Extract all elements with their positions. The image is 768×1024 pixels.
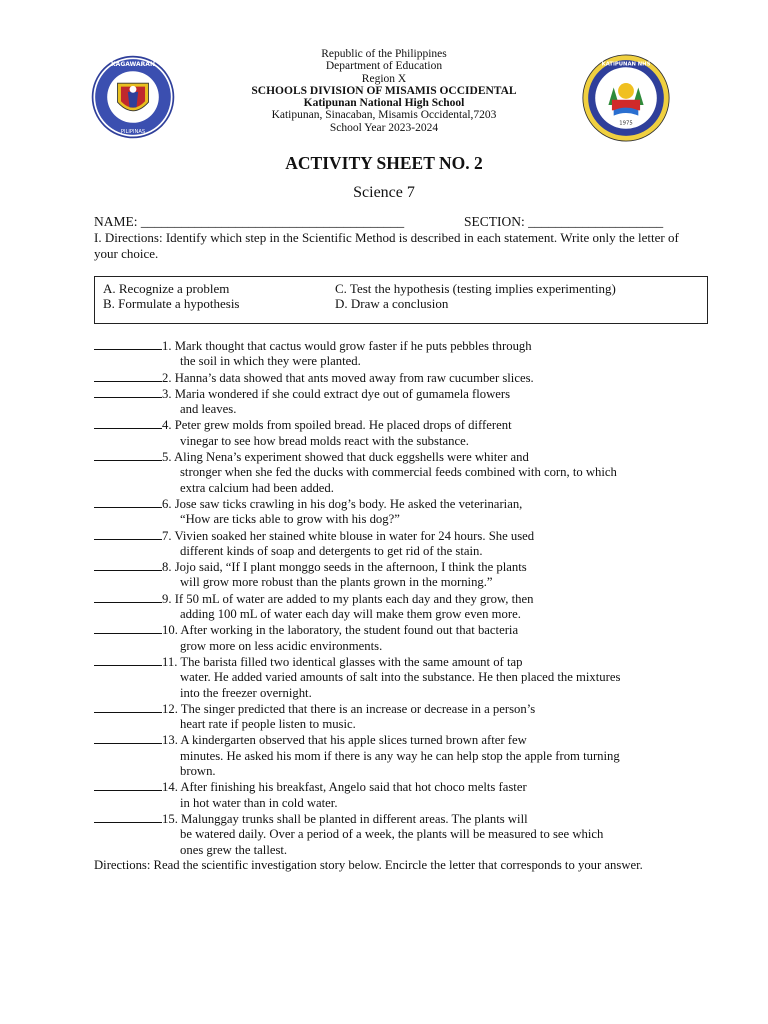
deped-seal-logo	[90, 54, 176, 140]
question-item	[94, 417, 694, 449]
question-number: 7.	[162, 528, 172, 543]
question-text-continued: into the freezer overnight.	[180, 685, 312, 700]
question-text-continued: ones grew the tallest.	[180, 842, 288, 857]
question-text-continued: “How are ticks able to grow with his dog?”	[180, 512, 400, 527]
question-text-continued: extra calcium had been added.	[180, 480, 334, 495]
header-region: Region X	[361, 72, 407, 85]
question-number: 1.	[162, 339, 172, 353]
choice-a: A. Recognize a problem	[103, 281, 230, 296]
directions-part-1: I. Directions: Identify which step in the Scientific Method is described in each statement. Write only the letter of your choice.	[94, 230, 679, 261]
question-text-continued: brown.	[180, 764, 216, 779]
answer-blank[interactable]	[94, 701, 162, 713]
svg-text:KATIPUNAN NHS: KATIPUNAN NHS	[601, 61, 651, 68]
seal-year: 1975	[619, 120, 633, 127]
answer-blank[interactable]	[94, 417, 162, 429]
school-header	[200, 48, 568, 134]
svg-text:PILIPINAS: PILIPINAS	[120, 129, 146, 136]
choice-c: C. Test the hypothesis (testing implies experimenting)	[335, 281, 616, 296]
header-school: Katipunan National High School	[303, 97, 465, 110]
question-number: 3.	[162, 386, 172, 401]
answer-blank[interactable]	[94, 779, 162, 791]
answer-blank[interactable]	[94, 449, 162, 461]
answer-blank[interactable]	[94, 811, 162, 823]
question-text-continued: heart rate if people listen to music.	[180, 717, 356, 732]
question-text-continued: will grow more robust than the plants grown in the morning.”	[180, 575, 493, 590]
name-field[interactable]: NAME: _______________________________________	[94, 214, 405, 229]
question-text: Jose saw ticks crawling in his dog’s body. He asked the veterinarian,	[171, 496, 523, 511]
question-text-continued: the soil in which they were planted.	[180, 354, 361, 369]
question-item	[94, 370, 694, 386]
question-text: Maria wondered if she could extract dye out of gumamela flowers	[171, 386, 511, 401]
question-text: Jojo said, “If I plant monggo seeds in the afternoon, I think the plants	[171, 560, 527, 575]
question-item	[94, 449, 694, 496]
question-item	[94, 528, 694, 560]
header-republic: Republic of the Philippines	[321, 48, 447, 60]
answer-blank[interactable]	[94, 496, 162, 508]
question-number: 12.	[162, 701, 178, 716]
directions-part-2: Directions: Read the scientific investigation story below. Encircle the letter that corresponds to your answer.	[94, 857, 643, 872]
header-address: Katipunan, Sinacaban, Misamis Occidental,7203	[271, 109, 497, 122]
answer-blank[interactable]	[94, 654, 162, 666]
question-text: If 50 mL of water are added to my plants each day and they grow, then	[171, 591, 534, 606]
question-text: The barista filled two identical glasses with the same amount of tap	[177, 654, 523, 669]
svg-text:KAGAWARAN: KAGAWARAN	[111, 61, 155, 69]
section-field[interactable]: SECTION: ____________________	[464, 214, 664, 229]
subject-title: Science 7	[353, 184, 415, 201]
answer-blank[interactable]	[94, 370, 162, 382]
question-number: 5.	[162, 450, 172, 465]
question-text-continued: different kinds of soap and detergents to get rid of the stain.	[180, 543, 483, 558]
question-text-continued: and leaves.	[180, 402, 237, 417]
choices-box	[94, 276, 708, 324]
answer-blank[interactable]	[94, 591, 162, 603]
question-item	[94, 701, 694, 733]
question-number: 14.	[162, 780, 178, 795]
question-item	[94, 559, 694, 591]
question-number: 9.	[162, 591, 172, 606]
question-text: Vivien soaked her stained white blouse in water for 24 hours. She used	[171, 528, 535, 543]
name-section-row	[94, 213, 684, 230]
header-school-year: School Year 2023-2024	[329, 121, 439, 134]
question-item	[94, 779, 694, 811]
question-item	[94, 386, 694, 418]
question-number: 13.	[162, 733, 178, 748]
school-seal-logo	[582, 54, 670, 142]
question-text-continued: in hot water than in cold water.	[180, 795, 338, 810]
question-text-continued: water. He added varied amounts of salt into the substance. He then placed the mixtures	[180, 670, 621, 685]
question-list	[94, 338, 694, 873]
question-item	[94, 622, 694, 654]
question-item	[94, 811, 694, 858]
question-text-continued: vinegar to see how bread molds react with the substance.	[180, 433, 469, 448]
question-text: A kindergarten observed that his apple slices turned brown after few	[177, 733, 527, 748]
question-text: Aling Nena’s experiment showed that duck eggshells were whiter and	[171, 450, 529, 465]
answer-blank[interactable]	[94, 622, 162, 634]
question-text: After working in the laboratory, the student found out that bacteria	[177, 623, 519, 638]
question-text-continued: stronger when she fed the ducks with commercial feeds combined with corn, to which	[180, 465, 617, 480]
question-text: Mark thought that cactus would grow faster if he puts pebbles through	[171, 339, 532, 353]
question-text: After finishing his breakfast, Angelo said that hot choco melts faster	[177, 780, 527, 795]
question-number: 4.	[162, 418, 172, 433]
question-item	[94, 732, 694, 779]
question-text-continued: grow more on less acidic environments.	[180, 638, 383, 653]
header-department: Department of Education	[325, 60, 443, 73]
question-text: Peter grew molds from spoiled bread. He placed drops of different	[171, 418, 512, 433]
question-text-continued: adding 100 mL of water each day will make them grow even more.	[180, 607, 521, 622]
answer-blank[interactable]	[94, 386, 162, 398]
answer-blank[interactable]	[94, 732, 162, 744]
question-number: 11.	[162, 654, 178, 669]
question-item	[94, 496, 694, 528]
question-text-continued: be watered daily. Over a period of a week, the plants will be measured to see which	[180, 827, 604, 842]
header-division: SCHOOLS DIVISION OF MISAMIS OCCIDENTAL	[251, 84, 517, 97]
question-number: 10.	[162, 623, 178, 638]
question-item	[94, 591, 694, 623]
answer-blank[interactable]	[94, 559, 162, 571]
question-item	[94, 338, 694, 370]
page-title: ACTIVITY SHEET NO. 2	[285, 153, 483, 173]
question-item	[94, 654, 694, 701]
question-text: The singer predicted that there is an increase or decrease in a person’s	[177, 701, 536, 716]
question-number: 15.	[162, 811, 178, 826]
question-number: 8.	[162, 560, 172, 575]
question-number: 2.	[162, 370, 172, 385]
question-text: Malunggay trunks shall be planted in different areas. The plants will	[177, 811, 528, 826]
question-number: 6.	[162, 496, 172, 511]
question-text: Hanna’s data showed that ants moved away from raw cucumber slices.	[171, 370, 534, 385]
choice-d: D. Draw a conclusion	[335, 296, 449, 311]
answer-blank[interactable]	[94, 528, 162, 540]
question-text-continued: minutes. He asked his mom if there is any way he can help stop the apple from turning	[180, 748, 620, 763]
answer-blank[interactable]	[94, 338, 162, 350]
choice-b: B. Formulate a hypothesis	[103, 296, 240, 311]
